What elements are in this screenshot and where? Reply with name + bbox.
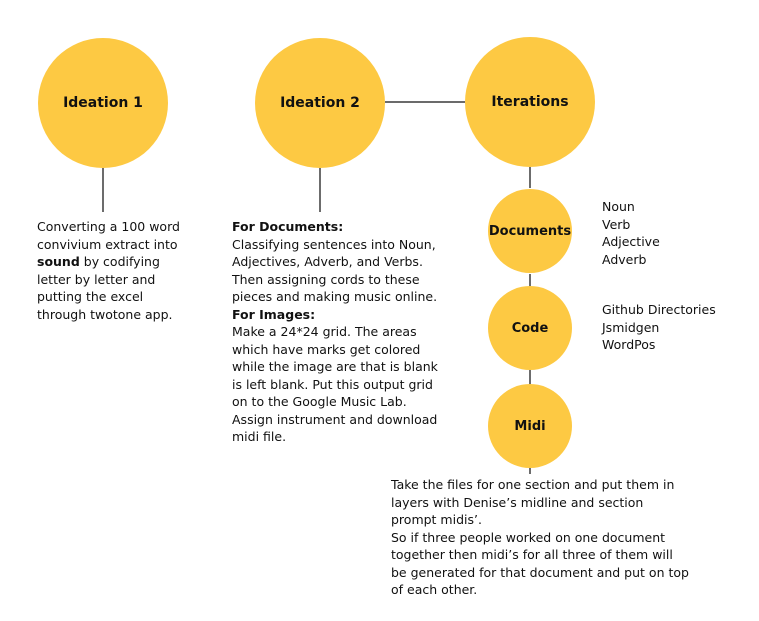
documents-heading: For Documents:: [232, 219, 344, 234]
node-iterations: [465, 37, 595, 167]
node-ideation-1-label: Ideation 1: [63, 95, 143, 111]
node-midi: [488, 384, 572, 468]
documents-list-item: Verb: [602, 216, 631, 232]
ideation1-text-bold: sound: [37, 254, 80, 269]
documents-list-item: Adjective: [602, 234, 660, 249]
ideation1-text-part2: by codifying letter by letter and putting the excel through twotone app.: [37, 254, 173, 322]
node-code: [488, 286, 572, 370]
code-list: [602, 301, 752, 354]
node-documents: [488, 189, 572, 273]
midi-paragraph-1: Take the files for one section and put them in layers with Denise’s midline and section prompt midis’.: [391, 477, 675, 527]
midi-description: [391, 476, 691, 599]
documents-list-item: Noun: [602, 199, 635, 214]
midi-paragraph-2: So if three people worked on one document together then midi’s for all three of them will be generated for that document and put on top of each other.: [391, 529, 689, 597]
images-heading: For Images:: [232, 306, 316, 322]
node-ideation-2-label: Ideation 2: [280, 95, 360, 111]
code-list-item: Jsmidgen: [602, 319, 660, 335]
ideation1-description: [37, 218, 192, 323]
documents-list: [602, 198, 742, 268]
node-documents-label: Documents: [488, 223, 572, 239]
code-list-item: WordPos: [602, 337, 656, 352]
node-midi-label: Midi: [514, 418, 546, 434]
node-ideation-1: [38, 38, 168, 168]
code-list-item: Github Directories: [602, 302, 716, 317]
node-ideation-2: [255, 38, 385, 168]
images-body: Make a 24*24 grid. The areas which have marks get colored while the image are that is blank is left blank. Put this output grid on to the Google Music Lab. Assign instrument and download midi file.: [232, 324, 438, 444]
node-iterations-label: Iterations: [491, 94, 569, 110]
documents-list-item: Adverb: [602, 251, 647, 267]
node-code-label: Code: [511, 320, 549, 336]
ideation2-description: [232, 218, 450, 446]
ideation1-text-part1: Converting a 100 word convivium extract into: [37, 219, 180, 252]
documents-body: Classifying sentences into Noun, Adjectives, Adverb, and Verbs. Then assigning cords to these pieces and making music online.: [232, 236, 438, 304]
